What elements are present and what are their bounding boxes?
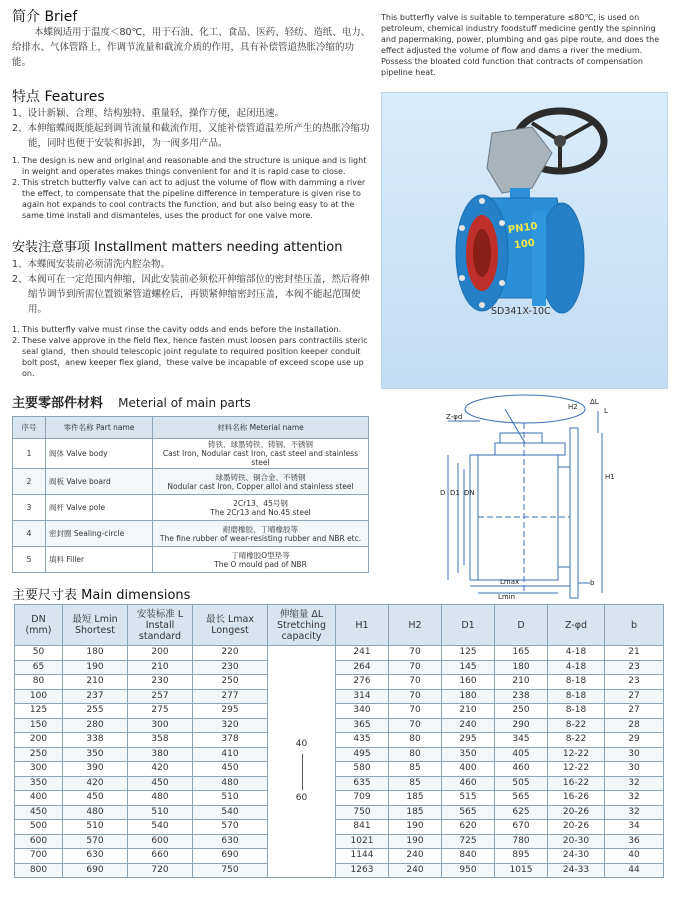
dim-cell: 210: [63, 675, 128, 690]
installation-en: [12, 324, 372, 379]
drawing-label-d1: D1: [450, 489, 460, 497]
stretch-min: 40: [295, 739, 308, 749]
stretch-range-line: [302, 754, 303, 790]
installation-cn-item: 1、本蝶阀安装前必须清洗内腔杂物。: [12, 259, 171, 270]
dim-cell: 314: [336, 689, 389, 704]
drawing-label-l: L: [604, 407, 608, 415]
dim-cell: 70: [389, 704, 442, 719]
parts-header-part: 零件名称 Part name: [46, 417, 153, 439]
dim-cell: 660: [128, 849, 193, 864]
dim-cell: 70: [389, 675, 442, 690]
parts-material-cn: 2Cr13、45号钢: [233, 498, 288, 508]
parts-material-cn: 耐磨橡胶、丁晴橡胶等: [223, 524, 298, 534]
dim-cell: 450: [193, 762, 268, 777]
dim-cell: 750: [336, 805, 389, 820]
parts-cell-no: 5: [13, 547, 46, 573]
dim-cell: 80: [389, 733, 442, 748]
dim-cell: 841: [336, 820, 389, 835]
drawing-label-zphid: Z-φd: [446, 413, 463, 421]
dim-cell: 23: [605, 660, 664, 675]
parts-cell-part: 阀板 Valve board: [46, 469, 153, 495]
parts-cell-no: 1: [13, 439, 46, 469]
parts-material-en: The fine rubber of wear-resisting rubber and NBR etc.: [159, 533, 362, 543]
dim-cell: 240: [442, 718, 495, 733]
dim-cell: 700: [15, 849, 63, 864]
dim-cell: 50: [15, 646, 63, 661]
parts-header-no: 序号: [13, 417, 46, 439]
dim-header-zphid: Z-φd: [548, 605, 605, 646]
dim-cell: 338: [63, 733, 128, 748]
drawing-label-h1: H1: [605, 473, 615, 481]
dim-cell: 20-30: [548, 834, 605, 849]
parts-row: [13, 521, 369, 547]
dim-cell: 565: [442, 805, 495, 820]
dim-cell: 30: [605, 747, 664, 762]
dim-cell: 410: [193, 747, 268, 762]
parts-material-cn: 铸铁、球墨铸铁、铸钢、不锈钢: [208, 440, 313, 449]
dimensions-header-row: [15, 605, 664, 646]
valve-marking-dn: 100: [513, 237, 536, 252]
drawing-label-lmax: Lmax: [500, 578, 520, 586]
drawing-label-delta-l: ΔL: [590, 398, 599, 406]
dimensions-row: [15, 849, 664, 864]
drawing-label-b: b: [590, 579, 595, 587]
dim-cell: 276: [336, 675, 389, 690]
dim-cell: 125: [15, 704, 63, 719]
dimensions-row: [15, 718, 664, 733]
dim-cell: 277: [193, 689, 268, 704]
dim-cell: 40: [605, 849, 664, 864]
dim-cell: 450: [63, 791, 128, 806]
dimensions-row: [15, 834, 664, 849]
dim-cell: 435: [336, 733, 389, 748]
dim-cell: 1021: [336, 834, 389, 849]
dim-cell: 725: [442, 834, 495, 849]
parts-cell-no: 3: [13, 495, 46, 521]
dim-cell: 295: [193, 704, 268, 719]
dimensions-row: [15, 805, 664, 820]
dimensions-row: [15, 704, 664, 719]
parts-row: [13, 495, 369, 521]
dim-cell: 510: [193, 791, 268, 806]
dim-cell: 29: [605, 733, 664, 748]
dim-cell: 840: [442, 849, 495, 864]
features-en-item: 1. The design is new and original and reasonable and the structure is unique and is light in weight and operates makes things convenient for and it is rapid case to close.: [12, 156, 367, 176]
parts-title: [12, 392, 251, 411]
dim-cell: 630: [63, 849, 128, 864]
dim-cell: 570: [63, 834, 128, 849]
dim-cell: 185: [389, 791, 442, 806]
dim-cell: 220: [193, 646, 268, 661]
dim-header-h2: H2: [389, 605, 442, 646]
dim-cell: 4-18: [548, 646, 605, 661]
dim-cell: 540: [193, 805, 268, 820]
dim-header-dn: DN (mm): [15, 605, 63, 646]
valve-drawing: [440, 393, 660, 603]
dim-cell: 44: [605, 863, 664, 878]
dim-cell: 365: [336, 718, 389, 733]
dim-cell: 180: [63, 646, 128, 661]
dim-header-l: 安装标准 L Install standard: [128, 605, 193, 646]
dim-cell: 350: [15, 776, 63, 791]
dim-cell: 505: [495, 776, 548, 791]
parts-cell-material: [153, 439, 369, 469]
brief-en-text: This butterfly valve is suitable to temperature ≤80℃, is used on petroleum, chemical industry foodstuff medicine gently the spinning and papermaking, power, plumbing and gas pipe route, and does the effect adjusted the volume of flow and dams a river the medium. Possess the bloated cold function that contracts of compensation pipeline heat.: [381, 13, 660, 77]
dim-cell: 510: [63, 820, 128, 835]
dim-cell: 70: [389, 646, 442, 661]
dim-cell: 580: [336, 762, 389, 777]
dim-cell: 670: [495, 820, 548, 835]
dim-cell: 480: [128, 791, 193, 806]
parts-header-row: [13, 417, 369, 439]
dim-cell: 380: [128, 747, 193, 762]
dim-cell: 4-18: [548, 660, 605, 675]
dim-cell: 27: [605, 704, 664, 719]
dim-cell: 390: [63, 762, 128, 777]
dim-cell: 630: [193, 834, 268, 849]
installation-cn-item: 2、本阀可在一定范围内伸缩，因此安装前必须松开伸缩部位的密封垫压盖，然后将伸缩节调节到所需位置锁紧管道螺栓后，再锁紧伸缩密封压盖，本阀不能起范围使用。: [12, 274, 370, 315]
dim-header-b: b: [605, 605, 664, 646]
dim-cell: 24-33: [548, 863, 605, 878]
drawing-label-h2: H2: [568, 403, 578, 411]
dim-cell: 480: [63, 805, 128, 820]
drawing-label-lmin: Lmin: [498, 593, 516, 601]
drawing-label-dn: DN: [464, 489, 475, 497]
dim-cell: 515: [442, 791, 495, 806]
parts-material-cn: 球墨铸铁、铜合金、不锈钢: [215, 472, 306, 482]
parts-cell-material: [153, 469, 369, 495]
dimensions-row: [15, 689, 664, 704]
dim-cell: 800: [15, 863, 63, 878]
dimensions-row: [15, 863, 664, 878]
dimensions-row: [15, 660, 664, 675]
valve-marking-pn: PN10: [507, 220, 539, 237]
features-title: 特点 Features: [12, 89, 105, 105]
dimensions-row: [15, 646, 664, 661]
dim-cell: 240: [389, 863, 442, 878]
dim-cell: 290: [495, 718, 548, 733]
dim-header-lmin: 最短 Lmin Shortest: [63, 605, 128, 646]
dim-cell: 165: [495, 646, 548, 661]
parts-cell-material: [153, 521, 369, 547]
dim-cell: 264: [336, 660, 389, 675]
dim-cell: 378: [193, 733, 268, 748]
dimensions-table: [14, 604, 664, 878]
parts-cell-no: 4: [13, 521, 46, 547]
dim-cell: 540: [128, 820, 193, 835]
dim-cell: 32: [605, 776, 664, 791]
dim-cell: 241: [336, 646, 389, 661]
parts-cell-part: 密封圈 Sealing-circle: [46, 521, 153, 547]
dim-cell: 420: [63, 776, 128, 791]
dim-cell: 275: [128, 704, 193, 719]
dim-cell: 8-22: [548, 718, 605, 733]
dim-cell: 30: [605, 762, 664, 777]
parts-material-en: Nodular cast Iron, Copper allol and stainless steel: [167, 481, 354, 491]
dim-cell: 20-26: [548, 805, 605, 820]
dim-cell: 160: [442, 675, 495, 690]
parts-material-en: Cast Iron, Nodular cast Iron, cast steel and stainless steel: [162, 449, 359, 467]
dim-cell: 400: [15, 791, 63, 806]
dim-header-d: D: [495, 605, 548, 646]
dim-cell: 200: [15, 733, 63, 748]
dimensions-title: 主要尺寸表 Main dimensions: [12, 588, 191, 603]
dim-cell: 200: [128, 646, 193, 661]
dim-cell: 100: [15, 689, 63, 704]
drawing-label-d: D: [440, 489, 446, 497]
dim-cell: 85: [389, 776, 442, 791]
dim-cell: 625: [495, 805, 548, 820]
dim-cell: 250: [193, 675, 268, 690]
dim-cell: 405: [495, 747, 548, 762]
brief-cn-text: 本蝶阀适用于温度＜80℃，用于石油、化工、食品、医药、轻纺、造纸、电力、给排水、气体管路上，作调节流量和截流介质的作用，具有补偿管道热胀冷缩的功能。: [12, 27, 371, 68]
dim-cell: 21: [605, 646, 664, 661]
dim-cell: 80: [15, 675, 63, 690]
dim-cell: 180: [442, 689, 495, 704]
dim-cell: 600: [15, 834, 63, 849]
dim-cell: 80: [389, 747, 442, 762]
dim-cell: 895: [495, 849, 548, 864]
dim-cell: 145: [442, 660, 495, 675]
dim-cell: 780: [495, 834, 548, 849]
dim-cell: 320: [193, 718, 268, 733]
dim-cell: 1015: [495, 863, 548, 878]
dim-cell: 210: [495, 675, 548, 690]
dim-cell: 620: [442, 820, 495, 835]
dim-cell: 720: [128, 863, 193, 878]
dim-cell: 20-26: [548, 820, 605, 835]
parts-table: [12, 416, 369, 573]
features-cn-item: 2、本伸缩蝶阀既能起到调节流量和截流作用，又能补偿管道温差所产生的热胀冷缩功能，同时也便于安装和拆卸，为一阀多用产品。: [12, 123, 370, 149]
brief-title: 简介 Brief: [12, 9, 78, 25]
dimensions-row: [15, 791, 664, 806]
dim-cell: 70: [389, 689, 442, 704]
installation-cn: [12, 257, 370, 317]
dim-cell: 565: [495, 791, 548, 806]
parts-row: [13, 547, 369, 573]
dim-cell: 420: [128, 762, 193, 777]
dimensions-row: [15, 747, 664, 762]
dim-cell: 12-22: [548, 762, 605, 777]
parts-header-material: 材料名称 Meterial name: [153, 417, 369, 439]
dim-cell: 70: [389, 718, 442, 733]
dim-cell: 238: [495, 689, 548, 704]
parts-material-en: The 2Cr13 and No.45 steel: [210, 507, 311, 517]
parts-title-en: Meterial of main parts: [118, 396, 251, 410]
dim-cell: 185: [389, 805, 442, 820]
dim-cell: 690: [193, 849, 268, 864]
dim-cell: 12-22: [548, 747, 605, 762]
parts-cell-part: 阀杆 Valve pole: [46, 495, 153, 521]
dim-cell: 280: [63, 718, 128, 733]
dim-cell-stretch: [268, 646, 336, 878]
dim-cell: 8-22: [548, 733, 605, 748]
dim-cell: 8-18: [548, 689, 605, 704]
dim-cell: 500: [15, 820, 63, 835]
dim-cell: 570: [193, 820, 268, 835]
dim-cell: 340: [336, 704, 389, 719]
dimensions-row: [15, 776, 664, 791]
parts-material-en: The O mould pad of NBR: [214, 559, 307, 569]
parts-row: [13, 469, 369, 495]
dim-cell: 190: [389, 820, 442, 835]
dim-header-h1: H1: [336, 605, 389, 646]
dim-cell: 300: [128, 718, 193, 733]
dim-cell: 358: [128, 733, 193, 748]
dim-cell: 300: [15, 762, 63, 777]
features-en: [12, 155, 372, 221]
parts-cell-no: 2: [13, 469, 46, 495]
parts-material-cn: 丁晴橡胶O型垫等: [231, 550, 290, 560]
dim-cell: 8-18: [548, 704, 605, 719]
dim-cell: 250: [495, 704, 548, 719]
dim-cell: 125: [442, 646, 495, 661]
dim-cell: 690: [63, 863, 128, 878]
features-en-item: 2. This stretch butterfly valve can act to adjust the volume of flow with damming a river the effect, to compensate that the pipeline difference in temperature is given rise to again hot expands to cool contracts the function, and but also being easy to at the same time install and dismanteles, uses the product for one valve more.: [12, 178, 366, 220]
dim-cell: 85: [389, 762, 442, 777]
dim-cell: 400: [442, 762, 495, 777]
dimensions-row: [15, 733, 664, 748]
features-cn-item: 1、设计新颖、合理、结构独特、重量轻，操作方便，起闭迅速。: [12, 108, 285, 119]
dim-cell: 27: [605, 689, 664, 704]
dim-cell: 257: [128, 689, 193, 704]
dim-cell: 480: [193, 776, 268, 791]
dim-cell: 250: [15, 747, 63, 762]
dim-cell: 750: [193, 863, 268, 878]
dim-cell: 190: [63, 660, 128, 675]
dim-header-lmax: 最长 Lmax Longest: [193, 605, 268, 646]
product-photo: [381, 92, 668, 389]
parts-cell-part: 填料 Filler: [46, 547, 153, 573]
dim-cell: 450: [15, 805, 63, 820]
dim-cell: 295: [442, 733, 495, 748]
installation-en-item: 2. These valve approve in the field flex, hence fasten must loosen pars contractilis steric seal gland，then should telescopic joint regulate to required position keeper conduit bolt post，anew keeper flex gland，these valve be incapable of exceed scope use up on.: [12, 336, 368, 378]
dim-cell: 460: [495, 762, 548, 777]
dim-cell: 34: [605, 820, 664, 835]
dim-cell: 24-30: [548, 849, 605, 864]
technical-drawing: [440, 393, 660, 603]
dim-cell: 32: [605, 791, 664, 806]
dim-cell: 65: [15, 660, 63, 675]
dim-cell: 23: [605, 675, 664, 690]
dimensions-row: [15, 675, 664, 690]
dim-cell: 1263: [336, 863, 389, 878]
dim-cell: 70: [389, 660, 442, 675]
parts-cell-part: 阀体 Valve body: [46, 439, 153, 469]
dim-cell: 36: [605, 834, 664, 849]
dim-cell: 8-18: [548, 675, 605, 690]
dim-cell: 28: [605, 718, 664, 733]
dim-cell: 1144: [336, 849, 389, 864]
features-cn: [12, 106, 370, 151]
dim-cell: 709: [336, 791, 389, 806]
dim-cell: 495: [336, 747, 389, 762]
dim-header-d1: D1: [442, 605, 495, 646]
dim-cell: 350: [442, 747, 495, 762]
dim-header-stretch: 伸缩量 ΔL Stretching capacity: [268, 605, 336, 646]
parts-cell-material: [153, 547, 369, 573]
dim-cell: 255: [63, 704, 128, 719]
dim-cell: 460: [442, 776, 495, 791]
dim-cell: 600: [128, 834, 193, 849]
dim-cell: 240: [389, 849, 442, 864]
dimensions-row: [15, 762, 664, 777]
dim-cell: 237: [63, 689, 128, 704]
dim-cell: 190: [389, 834, 442, 849]
dim-cell: 950: [442, 863, 495, 878]
parts-title-cn: 主要零部件材料: [12, 396, 104, 411]
dimensions-row: [15, 820, 664, 835]
installation-title: 安装注意事项 Installment matters needing attention: [12, 240, 343, 255]
dim-cell: 635: [336, 776, 389, 791]
dim-cell: 210: [128, 660, 193, 675]
dim-cell: 350: [63, 747, 128, 762]
parts-row: [13, 439, 369, 469]
dim-cell: 150: [15, 718, 63, 733]
dim-cell: 345: [495, 733, 548, 748]
product-model-caption: SD341X-10C: [491, 306, 551, 317]
dim-cell: 230: [128, 675, 193, 690]
stretch-max: 60: [295, 793, 308, 803]
dim-cell: 32: [605, 805, 664, 820]
dim-cell: 180: [495, 660, 548, 675]
dim-cell: 210: [442, 704, 495, 719]
dim-cell: 16-26: [548, 791, 605, 806]
dim-cell: 230: [193, 660, 268, 675]
parts-cell-material: [153, 495, 369, 521]
dim-cell: 450: [128, 776, 193, 791]
dim-cell: 16-22: [548, 776, 605, 791]
installation-en-item: 1. This butterfly valve must rinse the cavity odds and ends before the installation.: [12, 325, 342, 334]
dim-cell: 510: [128, 805, 193, 820]
